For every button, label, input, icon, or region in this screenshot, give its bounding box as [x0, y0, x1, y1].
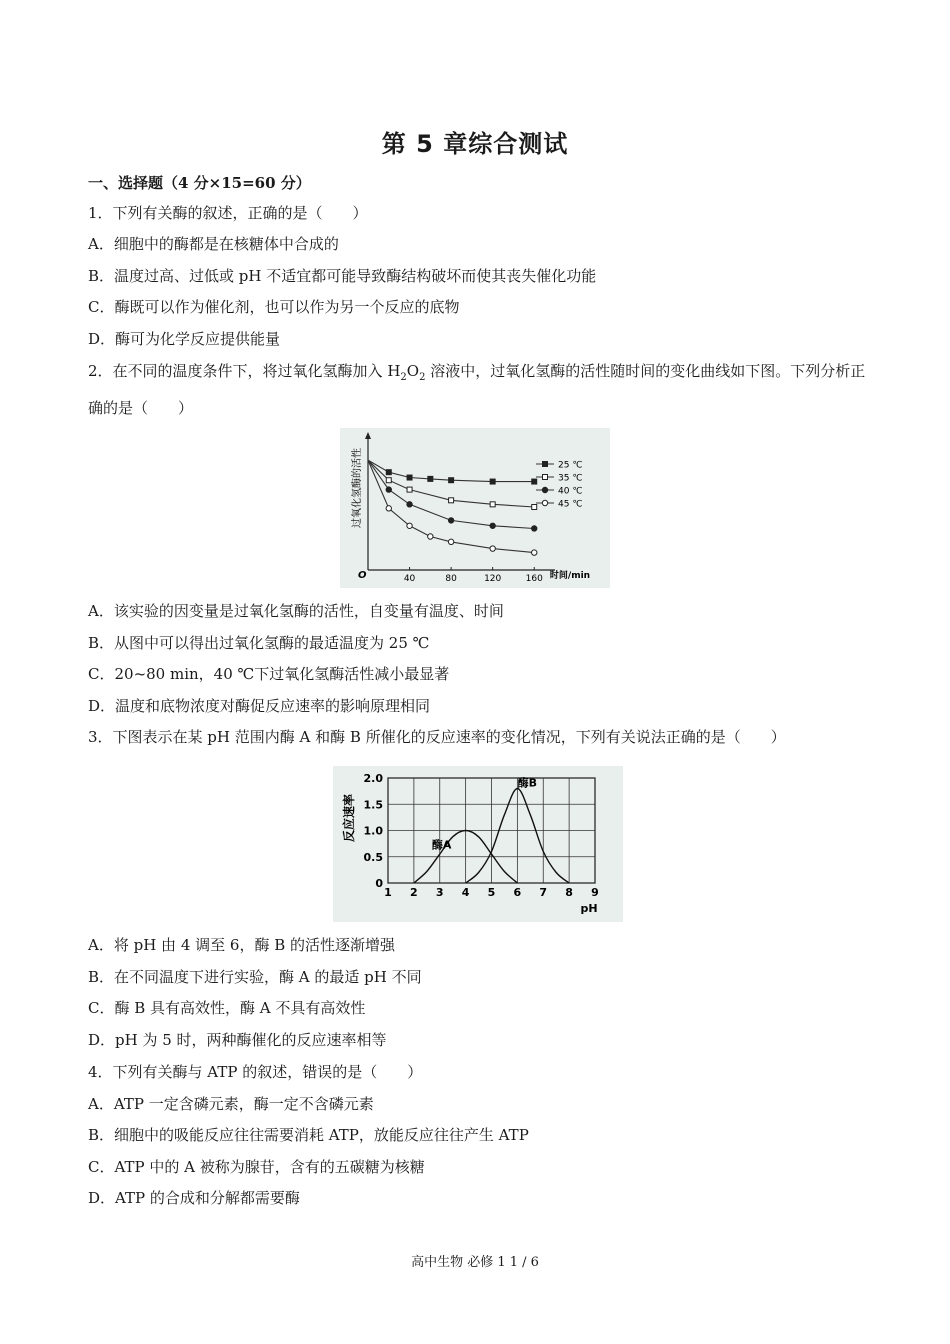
chart-background [333, 766, 623, 922]
data-point-3-5 [490, 546, 495, 551]
question-1-stem: 1．下列有关酶的叙述，正确的是（ ） [88, 204, 368, 222]
x-tick-label-8: 9 [591, 886, 599, 899]
chart-1-xlabel: 时间/min [549, 571, 591, 581]
y-tick-label-0: 0 [375, 877, 383, 890]
x-tick-label-1: 80 [445, 574, 457, 584]
data-point-2-1 [386, 487, 391, 492]
data-point-0-6 [532, 479, 537, 484]
question-2-option-d: D．温度和底物浓度对酶促反应速率的影响原理相同 [88, 697, 431, 715]
data-point-3-3 [428, 534, 433, 539]
data-point-1-5 [532, 505, 537, 510]
data-point-1-3 [449, 498, 454, 503]
question-1-option-a: A．细胞中的酶都是在核糖体中合成的 [88, 235, 339, 253]
question-4-option-b: B．细胞中的吸能反应往往需要消耗 ATP，放能反应往往产生 ATP [88, 1126, 529, 1144]
page-footer: 高中生物 必修 1 1 / 6 [411, 1255, 539, 1270]
chart-1-ylabel: 过氧化氢酶的活性 [352, 448, 363, 528]
legend-marker-0 [543, 462, 548, 467]
question-4-option-a: A．ATP 一定含磷元素，酶一定不含磷元素 [88, 1095, 374, 1113]
series-label-0: 酶A [431, 838, 452, 852]
y-tick-label-3: 1.5 [363, 798, 383, 812]
question-3-stem: 3．下图表示在某 pH 范围内酶 A 和酶 B 所催化的反应速率的变化情况，下列有关说法正确的是（ ） [88, 728, 786, 746]
x-tick-label-2: 120 [484, 574, 502, 584]
data-point-2-4 [490, 523, 495, 528]
x-tick-label-3: 160 [525, 574, 543, 584]
x-tick-label-0: 1 [384, 886, 392, 899]
legend-marker-1 [543, 475, 548, 480]
legend-label-0: 25 ℃ [558, 460, 583, 471]
x-tick-label-6: 7 [539, 886, 548, 899]
data-point-3-2 [407, 523, 412, 528]
question-2-option-a: A．该实验的因变量是过氧化氢酶的活性，自变量有温度、时间 [88, 602, 504, 620]
question-3-option-d: D．pH 为 5 时，两种酶催化的反应速率相等 [88, 1031, 387, 1049]
question-4-option-c: C．ATP 中的 A 被称为腺苷，含有的五碳糖为核糖 [88, 1158, 425, 1176]
question-4-option-d: D．ATP 的合成和分解都需要酶 [88, 1189, 300, 1207]
data-point-0-3 [428, 476, 433, 481]
x-tick-label-3: 4 [461, 886, 470, 899]
question-2-option-b: B．从图中可以得出过氧化氢酶的最适温度为 25 ℃ [88, 634, 430, 652]
data-point-0-5 [490, 479, 495, 484]
data-point-1-4 [490, 502, 495, 507]
question-3-option-a: A．将 pH 由 4 调至 6，酶 B 的活性逐渐增强 [88, 936, 396, 954]
reaction-rate-chart [333, 766, 623, 922]
chart-1-origin: O [358, 570, 367, 581]
question-1-option-d: D．酶可为化学反应提供能量 [88, 330, 281, 348]
question-3-option-b: B．在不同温度下进行实验，酶 A 的最适 pH 不同 [88, 968, 422, 986]
data-point-1-1 [386, 478, 391, 483]
x-tick-label-5: 6 [513, 886, 522, 899]
data-point-0-2 [407, 475, 412, 480]
legend-label-2: 40 ℃ [558, 486, 583, 497]
question-4-stem: 4．下列有关酶与 ATP 的叙述，错误的是（ ） [88, 1063, 423, 1081]
chart-2-ylabel: 反应速率 [342, 793, 356, 843]
legend-marker-3 [542, 500, 547, 505]
legend-label-3: 45 ℃ [558, 499, 583, 510]
y-tick-label-4: 2.0 [363, 772, 383, 785]
enzyme-activity-chart [340, 428, 610, 588]
x-tick-label-1: 2 [410, 886, 418, 899]
data-point-2-5 [532, 526, 537, 531]
data-point-3-1 [386, 506, 391, 511]
x-tick-label-2: 3 [435, 886, 444, 899]
x-tick-label-0: 40 [403, 574, 416, 584]
y-tick-label-2: 1.0 [363, 824, 383, 838]
data-point-0-4 [449, 478, 454, 483]
question-2-option-c: C．20~80 min，40 ℃下过氧化氢酶活性减小最显著 [88, 665, 450, 683]
data-point-2-3 [448, 518, 453, 523]
series-label-1: 酶B [517, 776, 538, 790]
data-point-2-2 [407, 502, 412, 507]
question-1-option-c: C．酶既可以作为催化剂，也可以作为另一个反应的底物 [88, 298, 460, 316]
data-point-0-1 [386, 470, 391, 475]
x-tick-label-7: 8 [565, 886, 573, 899]
data-point-3-4 [448, 539, 453, 544]
data-point-3-6 [532, 550, 537, 555]
question-2-stem: 2．在不同的温度条件下，将过氧化氢酶加入 $H_2O_2$ 溶液中，过氧化氢酶的活性随时间的变化曲线如下图。下列分析正确的是（ ） [88, 362, 866, 417]
question-1-option-b: B．温度过高、过低或 pH 不适宜都可能导致酶结构破坏而使其丧失催化功能 [88, 267, 597, 285]
x-tick-label-4: 5 [487, 886, 496, 899]
question-3-option-c: C．酶 B 具有高效性，酶 A 不具有高效性 [88, 999, 366, 1017]
y-tick-label-1: 0.5 [363, 850, 383, 864]
legend-marker-2 [542, 487, 547, 492]
data-point-1-2 [407, 487, 412, 492]
chart-2-xlabel: pH [580, 902, 598, 915]
section-heading: 一、选择题（4 分×15=60 分） [88, 174, 311, 192]
page-title: 第 5 章综合测试 [381, 130, 569, 158]
legend-label-1: 35 ℃ [558, 473, 583, 484]
